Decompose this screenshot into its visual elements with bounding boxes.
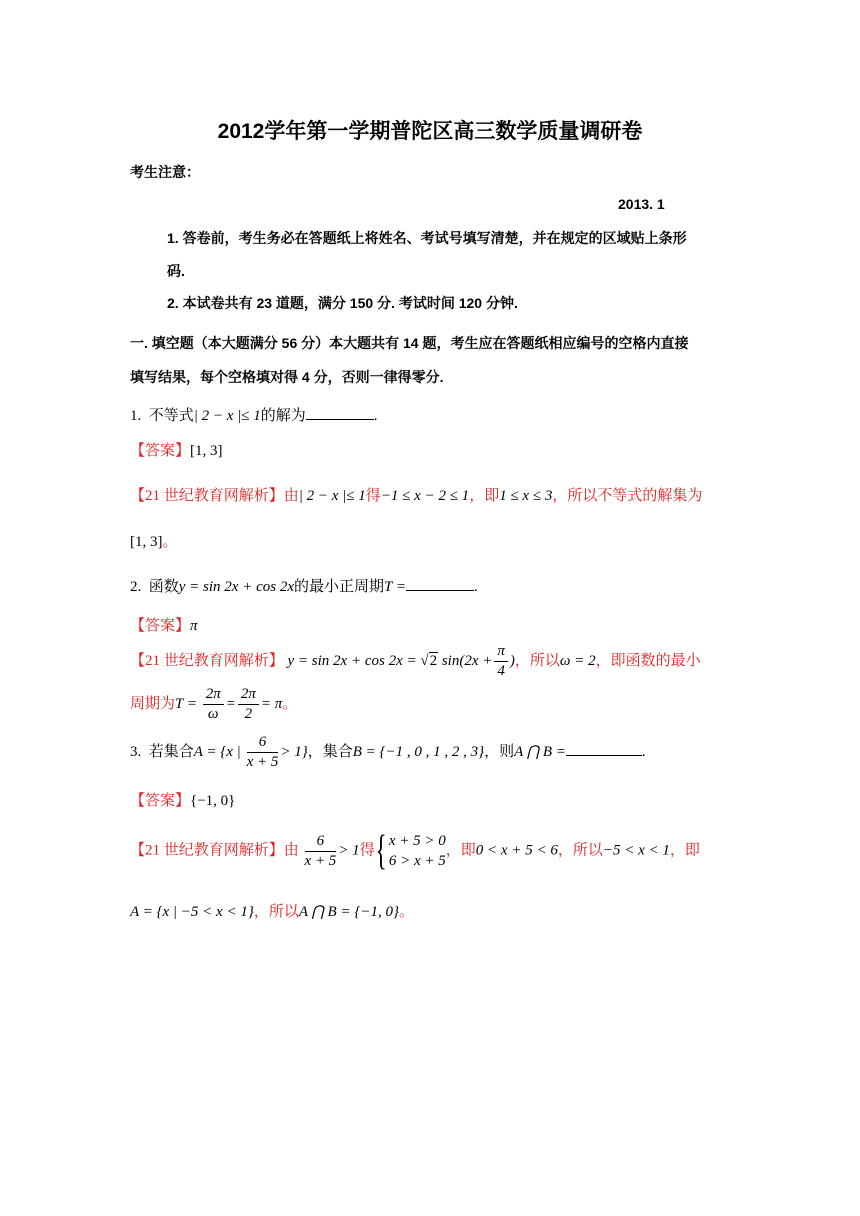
exam-date: 2013. 1: [618, 196, 665, 212]
answer-line-1: [130, 439, 223, 460]
fraction-6-over-x-plus-5: $\frac{6}{x + 5}$: [304, 832, 337, 869]
page-title: 2012学年第一学期普陀区高三数学质量调研卷: [217, 120, 643, 143]
function-expr: y = sin 2x + cos 2x: [178, 579, 294, 595]
analysis-line-1: 【21 世纪教育网解析】由| 2 − x |≤ 1得−1 ≤ x − 2 ≤ 1，即1 ≤ x ≤ 3，所以不等式的解集为: [130, 488, 703, 504]
notice-item-1: 1. 答卷前，考生务必在答题纸上将姓名、考试号填写清楚，并在规定的区域贴上条形: [167, 230, 687, 246]
answer-label: 【答案】: [130, 793, 191, 809]
section-heading-cont: 填写结果，每个空格填对得 4 分，否则一律得零分.: [130, 369, 444, 385]
sqrt-2: 2: [429, 652, 438, 669]
inequality: | 2 − x |≤ 1: [193, 408, 261, 424]
fraction-6-over-x-plus-5: $\frac{6}{x + 5}$: [246, 734, 279, 770]
analysis-line-2-cont: 周期为T = $\frac{2\pi}{\omega}$ = $\frac{2\pi}{2}$ = π。: [130, 686, 298, 722]
section-heading: 一. 填空题（本大题满分 56 分）本大题共有 14 题，考生应在答题纸相应编号的空格内直接: [130, 335, 689, 351]
question-number: 1.: [130, 408, 142, 424]
set-B: B = {−1 , 0 , 1 , 2 , 3}: [352, 743, 485, 760]
question-number: 2.: [130, 579, 142, 595]
answer-value: [1, 3]: [190, 443, 223, 459]
fraction-pi-over-4: $\frac{\pi}{4}$: [494, 642, 508, 681]
answer-value: {−1, 0}: [190, 793, 236, 809]
analysis-line-2: 【21 世纪教育网解析】 y = sin 2x + cos 2x = √2 sin(2x + $\frac{\pi}{4}$ )，所以ω = 2，即函数的最小: [130, 643, 701, 679]
answer-blank: [306, 405, 374, 420]
answer-label: 【答案】: [130, 618, 191, 634]
inequality-system: x + 5 > 0 6 > x + 5: [388, 833, 446, 869]
analysis-label: 【21 世纪教育网解析】: [130, 652, 284, 669]
question-1: 1. 不等式| 2 − x |≤ 1的解为 .: [130, 404, 378, 425]
analysis-line-3-cont: A = {x | −5 < x < 1}，所以A ⋂ B = {−1, 0}。: [130, 904, 414, 920]
question-2: 2. 函数y = sin 2x + cos 2x的最小正周期T = .: [130, 575, 478, 596]
notice-item-2: 2. 本试卷共有 23 道题，满分 150 分. 考试时间 120 分钟.: [167, 295, 518, 311]
answer-line-2: [130, 614, 198, 635]
analysis-line-3: 【21 世纪教育网解析】由 $\frac{6}{x + 5}$ > 1得{ x + 5 > 0 6 > x + 5 ，即0 < x + 5 < 6，所以−5 < x < 1，即: [130, 828, 700, 874]
answer-blank: [566, 741, 642, 756]
notice-heading: 考生注意：: [130, 164, 200, 180]
fraction-2pi-over-2: $\frac{2\pi}{2}$: [238, 685, 259, 724]
answer-label: 【答案】: [130, 443, 191, 459]
analysis-line-1-cont: [1, 3]。: [130, 534, 178, 550]
answer-blank: [406, 576, 474, 591]
analysis-label: 【21 世纪教育网解析】: [130, 488, 284, 504]
answer-line-3: [130, 789, 235, 810]
notice-item-1-cont: 码.: [167, 263, 185, 279]
analysis-label: 【21 世纪教育网解析】: [130, 842, 284, 859]
question-number: 3.: [130, 743, 142, 760]
answer-value: π: [190, 618, 198, 634]
brace: {: [375, 828, 387, 874]
fraction-2pi-over-omega: $\frac{2\pi}{\omega}$: [203, 685, 224, 724]
question-3: 3. 若集合A = {x | $\frac{6}{x + 5}$ > 1}，集合B = {−1 , 0 , 1 , 2 , 3}，则A ⋂ B = .: [130, 734, 646, 770]
